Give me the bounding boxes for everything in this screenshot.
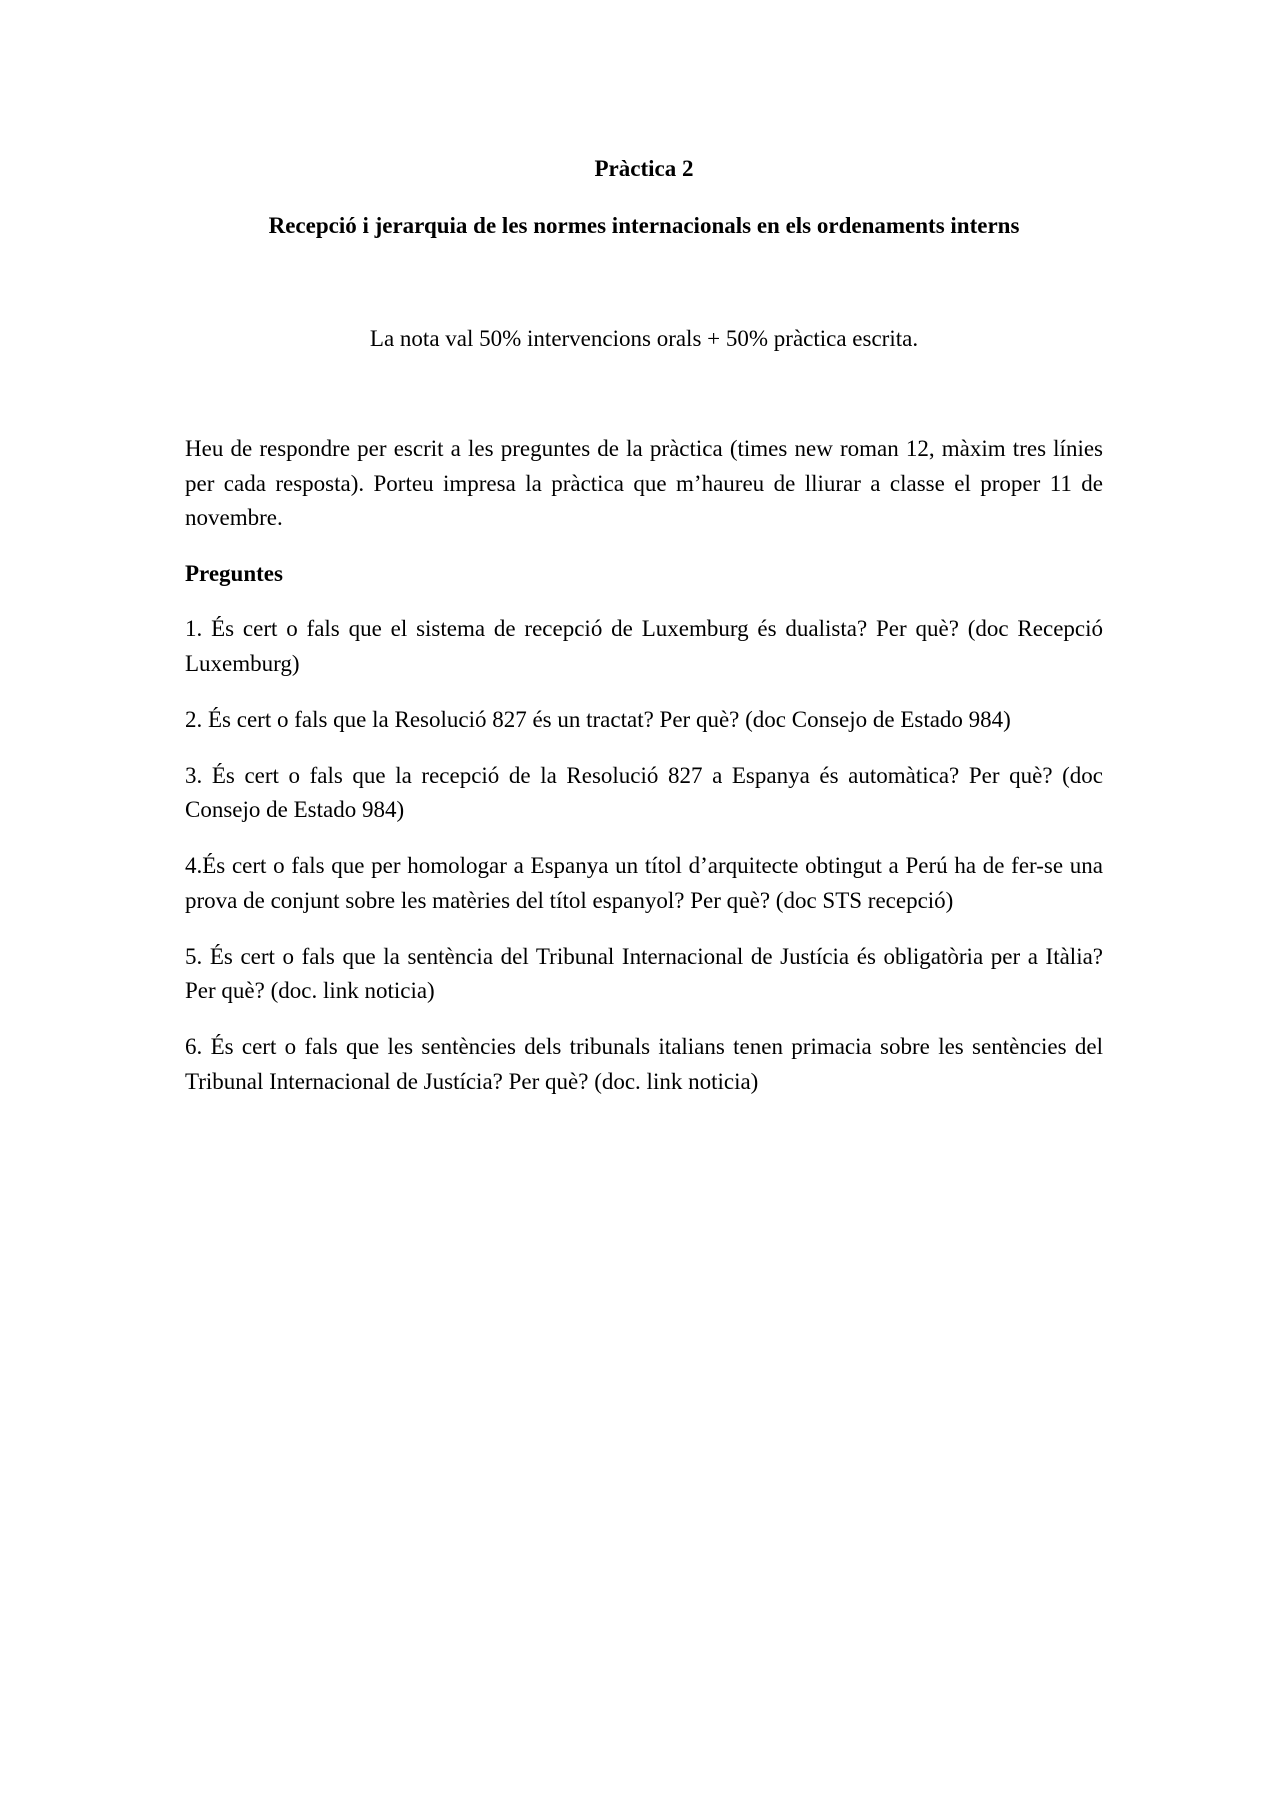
document-title: Pràctica 2	[594, 156, 694, 181]
grading-note: La nota val 50% intervencions orals + 50% pràctica escrita.	[369, 326, 919, 351]
questions-heading: Preguntes	[185, 561, 283, 586]
question-item: 1. És cert o fals que el sistema de recepció de Luxemburg és dualista? Per què? (doc Recepció Luxemburg)	[185, 616, 1103, 676]
question-item: 3. És cert o fals que la recepció de la Resolució 827 a Espanya és automàtica? Per què? (doc Consejo de Estado 984)	[185, 762, 1103, 822]
question-item: 5. És cert o fals que la sentència del Tribunal Internacional de Justícia és obligatòria per a Itàlia? Per què? (doc. link noticia)	[185, 943, 1103, 1003]
instructions-paragraph: Heu de respondre per escrit a les preguntes de la pràctica (times new roman 12, màxim tres línies per cada resposta). Porteu impresa la pràctica que m’haureu de lliurar a classe el proper 11 de novembre.	[185, 436, 1103, 530]
questions-list	[185, 612, 1103, 1121]
question-item: 2. És cert o fals que la Resolució 827 és un tractat? Per què? (doc Consejo de Estado 984)	[185, 706, 1011, 732]
question-item: 4.És cert o fals que per homologar a Espanya un títol d’arquitecte obtingut a Perú ha de fer-se una prova de conjunt sobre les matèries del títol espanyol? Per què? (doc STS recepció)	[185, 853, 1103, 913]
document-subtitle: Recepció i jerarquia de les normes internacionals en els ordenaments interns	[268, 213, 1020, 238]
question-item: 6. És cert o fals que les sentències dels tribunals italians tenen primacia sobre les sentències del Tribunal Internacional de Justícia? Per què? (doc. link noticia)	[185, 1034, 1103, 1094]
